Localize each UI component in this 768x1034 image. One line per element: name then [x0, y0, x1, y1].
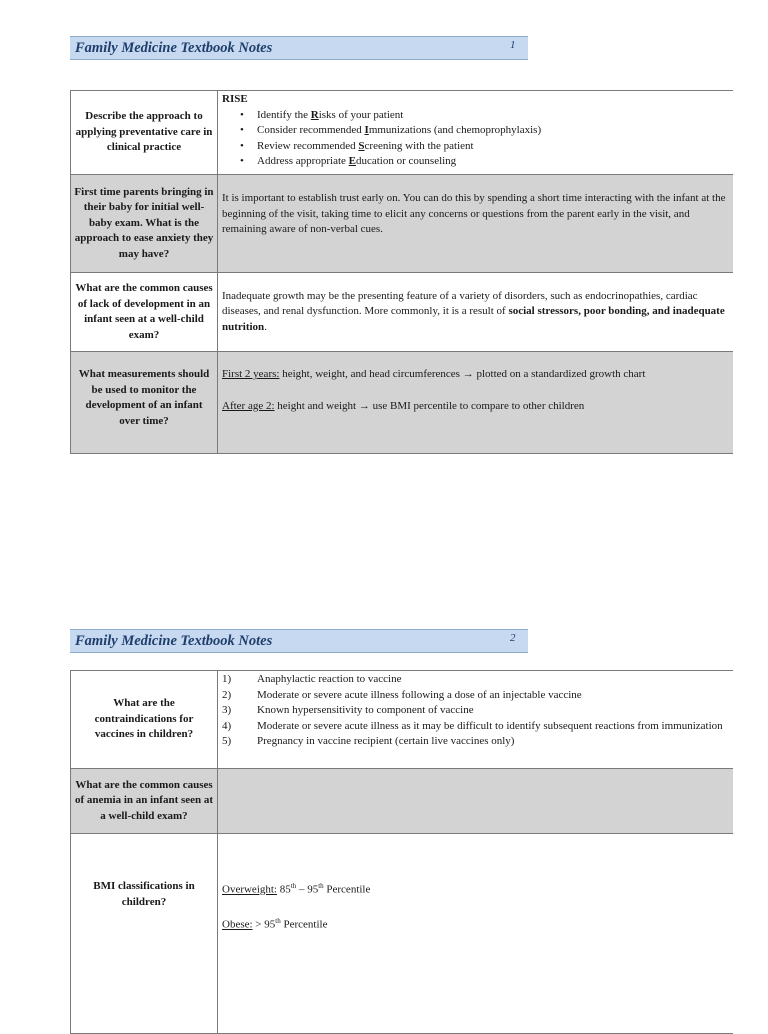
- answer-cell: [218, 769, 734, 834]
- page1-notes-table: [70, 90, 733, 454]
- page2-page-number: 2: [510, 632, 516, 644]
- page1-header: [70, 36, 528, 60]
- table-row: [71, 671, 734, 769]
- table-row: [71, 834, 734, 1034]
- list-item: 1) Anaphylactic reaction to vaccine: [222, 673, 402, 685]
- question-cell: What are the common causes of lack of development in an infant seen at a well-child exam?: [71, 273, 218, 352]
- list-item: • Review recommended Screening with the patient: [257, 139, 729, 155]
- table-row: [71, 352, 734, 454]
- question-cell: What are the common causes of anemia in an infant seen at a well-child exam?: [71, 769, 218, 834]
- table-row: [71, 769, 734, 834]
- table-row: [71, 273, 734, 352]
- question-cell: BMI classifications in children?: [71, 834, 218, 1034]
- list-item: 3) Known hypersensitivity to component of vaccine: [222, 704, 474, 716]
- list-item: 4) Moderate or severe acute illness as it may be difficult to identify subsequent reactions from immunization: [222, 719, 723, 732]
- rise-heading: RISE: [222, 93, 248, 105]
- page2-notes-table: [70, 670, 733, 1034]
- list-item: 2) Moderate or severe acute illness following a dose of an injectable vaccine: [222, 688, 582, 701]
- answer-cell: [218, 91, 734, 175]
- question-cell: What are the contraindications for vaccines in children?: [71, 671, 218, 769]
- list-item: 5) Pregnancy in vaccine recipient (certain live vaccines only): [222, 735, 515, 747]
- rise-list: [222, 108, 729, 170]
- page2-header-title: Family Medicine Textbook Notes: [75, 633, 273, 649]
- answer-cell: First 2 years: height, weight, and head circumferences → plotted on a standardized growth chart After age 2: height and weight → use BMI percentile to compare to other children: [218, 352, 734, 454]
- answer-cell: Inadequate growth may be the presenting feature of a variety of disorders, such as endocrinopathies, cardiac diseases, and renal dysfunction. More commonly, it is a result of social stressors, poor bonding, and inadequate nutrition.: [218, 273, 734, 352]
- list-item: • Consider recommended Immunizations (and chemoprophylaxis): [257, 123, 729, 139]
- question-cell: What measurements should be used to monitor the development of an infant over time?: [71, 352, 218, 454]
- question-cell: First time parents bringing in their baby for initial well-baby exam. What is the approach to ease anxiety they may have?: [71, 175, 218, 273]
- list-item: • Address appropriate Education or counseling: [257, 154, 729, 170]
- list-item: • Identify the Risks of your patient: [257, 108, 729, 124]
- table-row: [71, 175, 734, 273]
- page1-header-title: Family Medicine Textbook Notes: [75, 40, 273, 56]
- answer-cell: It is important to establish trust early on. You can do this by spending a short time interacting with the infant at the beginning of the visit, taking time to elicit any concerns or questions from the parent early in the visit, and remaining aware of non-verbal cues.: [218, 175, 734, 273]
- question-cell: Describe the approach to applying preventative care in clinical practice: [71, 91, 218, 175]
- table-row: [71, 91, 734, 175]
- answer-cell: [218, 671, 734, 769]
- page1-page-number: 1: [510, 39, 516, 51]
- page2-header: [70, 629, 528, 653]
- contraindications-list: [222, 672, 729, 750]
- answer-cell: Overweight: 85th – 95th Percentile Obese: > 95th Percentile: [218, 834, 734, 1034]
